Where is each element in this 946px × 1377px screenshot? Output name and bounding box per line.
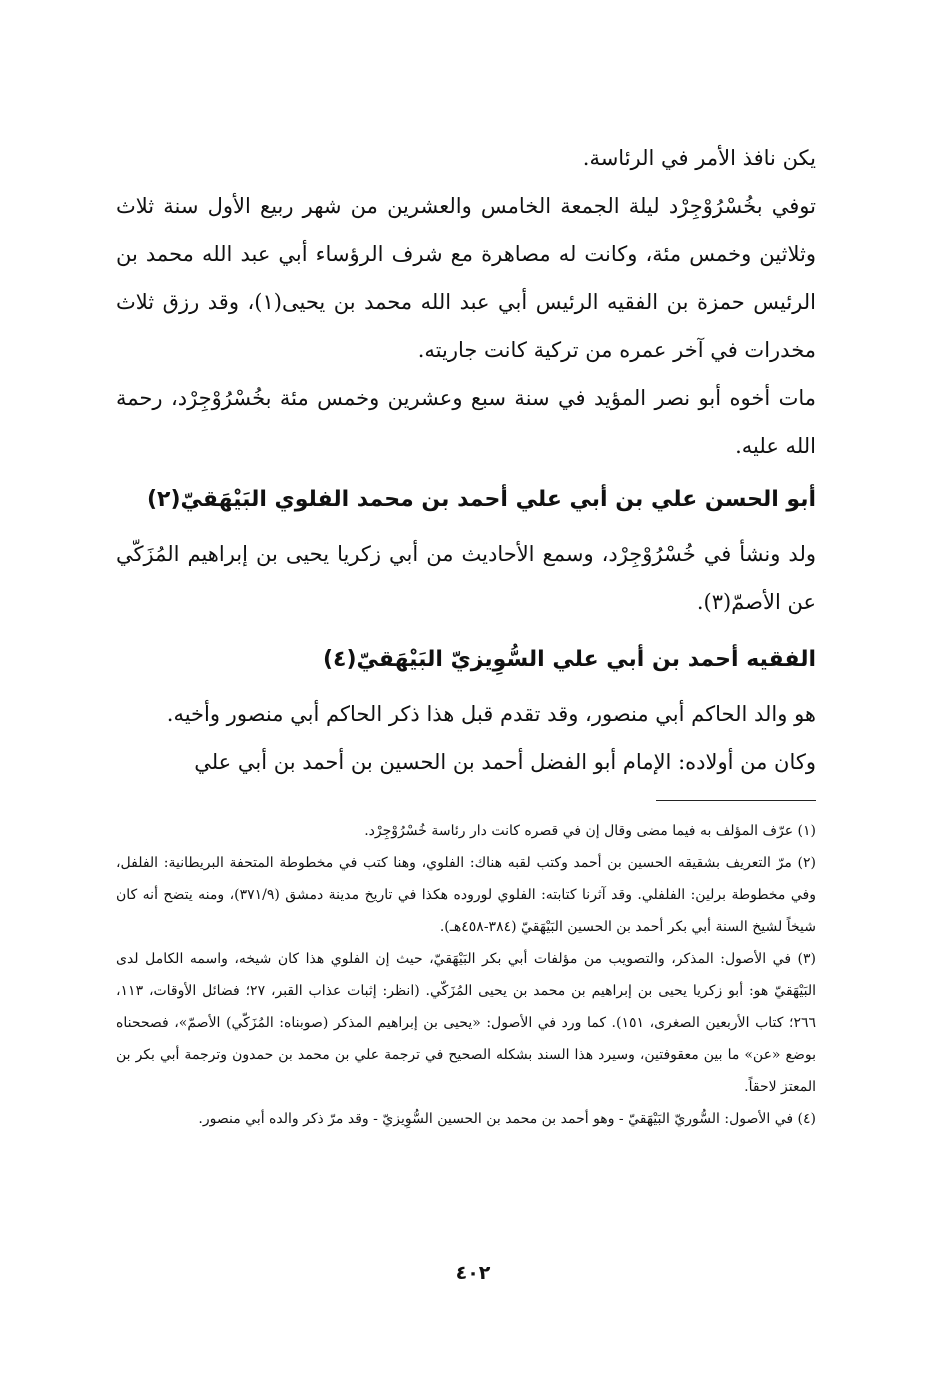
footnotes-section <box>116 815 816 1135</box>
paragraph-birth: ولد ونشأ في خُسْرُوْجِرْد، وسمع الأحاديث من أبي زكريا يحيى بن إبراهيم المُزَكّي عن الأصمّ(٣). <box>116 542 816 614</box>
biography-heading-ahmad-al-suwizi: الفقيه أحمد بن أبي علي السُّوِيزيّ البَيْهَقيّ(٤) <box>322 647 816 672</box>
paragraph-brother-death: مات أخوه أبو نصر المؤيد في سنة سبع وعشرين وخمس مئة بخُسْرُوْجِرْد، رحمة الله عليه. <box>116 386 816 458</box>
paragraph-children: وكان من أولاده: الإمام أبو الفضل أحمد بن الحسين بن أحمد بن أبي علي <box>194 750 816 774</box>
page-number: ٤٠٢ <box>455 1262 491 1284</box>
biography-heading-ali-al-falawi: أبو الحسن علي بن أبي علي أحمد بن محمد الفلوي البَيْهَقيّ(٢) <box>146 487 816 512</box>
footnote-2: (٢) مرّ التعريف بشقيقه الحسين بن أحمد وكتب لقبه هناك: الفلوي، وهنا كتب في مخطوطة المتحفة البريطانية: الفلفل، وفي مخطوطة برلين: الفلفلي. وقد آثرنا كتابته: الفلوي لوروده هكذا في تاريخ مدينة دمشق (٣٧١/٩)، ومنه يتضح أنه كان شيخاً لشيخ السنة أبي بكر أحمد بن الحسين البَيْهَقيّ (٣٨٤-٤٥٨هـ). <box>116 855 816 935</box>
footnote-divider <box>656 800 816 801</box>
footnote-3: (٣) في الأصول: المذكر، والتصويب من مؤلفات أبي بكر البَيْهَقيّ، حيث إن الفلوي هذا كان شيخه، واسمه الكامل لدى البَيْهَقيّ هو: أبو زكريا يحيى بن إبراهيم بن محمد بن يحيى المُزَكّي. (انظر: إثبات عذاب القبر، ٢٧؛ فضائل الأوقات، ١١٣، ٢٦٦؛ كتاب الأربعين الصغرى، ١٥١). كما ورد في الأصول: «يحيى بن إبراهيم المذكر (صوبناه: المُزَكّي) الأصمّ»، فصححناه بوضع «عن» ما بين معقوفتين، وسيرد هذا السند بشكله الصحيح في ترجمة علي بن محمد بن حمدون وترجمة أبي بكر بن المعتز لاحقاً. <box>116 951 816 1095</box>
footnote-1: (١) عرّف المؤلف به فيما مضى وقال إن في قصره كانت دار رئاسة خُسْرُوْجِرْد. <box>364 823 816 839</box>
footnote-4: (٤) في الأصول: السُّوريّ البَيْهَقيّ - وهو أحمد بن محمد بن الحسين السُّوِيزيّ - وقد مرّ ذكر والده أبي منصور. <box>198 1111 816 1127</box>
paragraph-death-notice: توفي بخُسْرُوْجِرْد ليلة الجمعة الخامس والعشرين من شهر ربيع الأول سنة ثلاث وثلاثين وخمس مئة، وكانت له مصاهرة مع شرف الرؤساء أبي عبد الله محمد بن الرئيس حمزة بن الفقيه الرئيس أبي عبد الله محمد بن يحيى(١)، وقد رزق ثلاث مخدرات في آخر عمره من تركية كانت جاريته. <box>116 194 817 362</box>
paragraph-father-of-hakim: هو والد الحاكم أبي منصور، وقد تقدم قبل هذا ذكر الحاكم أبي منصور وأخيه. <box>166 702 816 726</box>
paragraph-continuation: يكن نافذ الأمر في الرئاسة. <box>582 146 816 170</box>
